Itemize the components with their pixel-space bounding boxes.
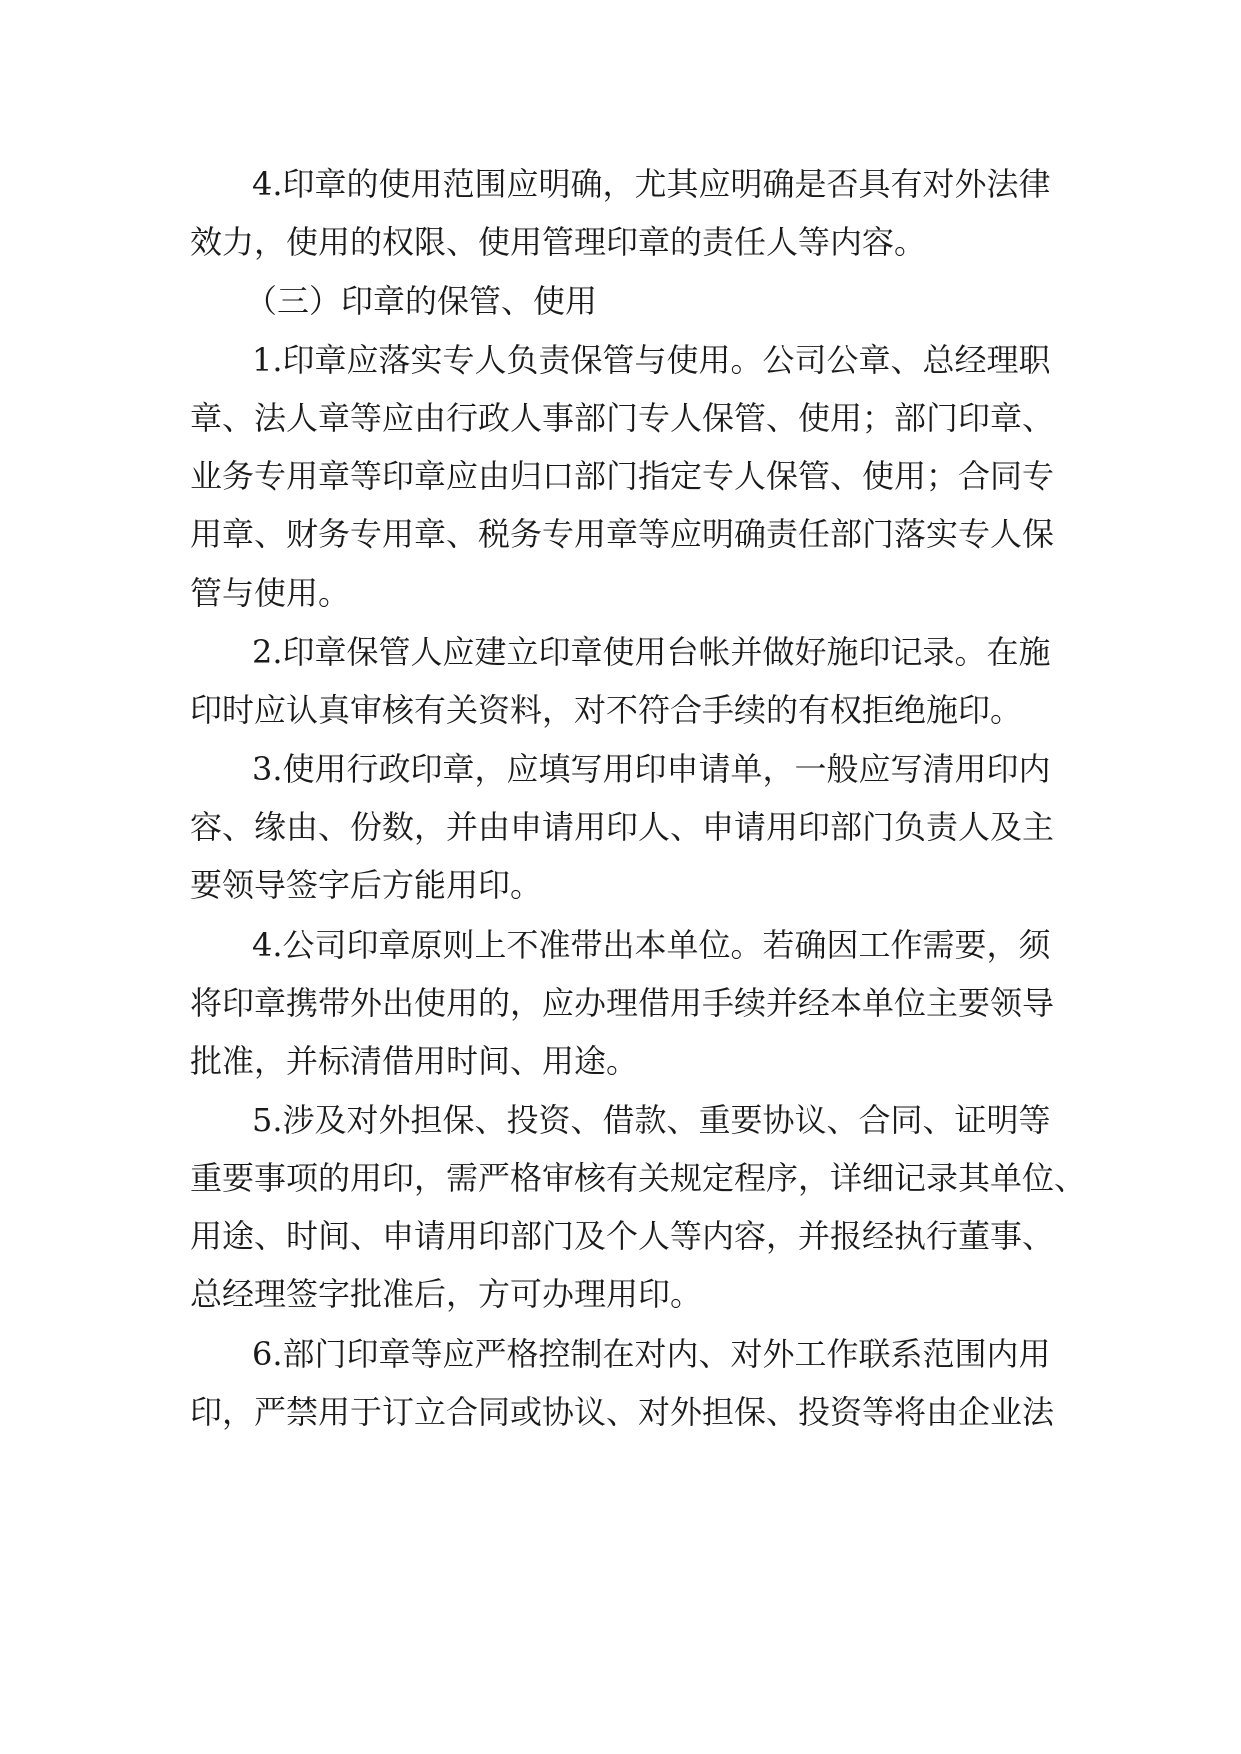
paragraph-6-line-1: 6.部门印章等应严格控制在对内、对外工作联系范围内用 bbox=[252, 1335, 1051, 1373]
section-heading: （三）印章的保管、使用 bbox=[245, 282, 598, 320]
paragraph-5-line-4: 总经理签字批准后，方可办理用印。 bbox=[190, 1275, 703, 1313]
paragraph-4-line-1: 4.公司印章原则上不准带出本单位。若确因工作需要，须 bbox=[252, 926, 1051, 964]
paragraph-1-line-3: 业务专用章等印章应由归口部门指定专人保管、使用；合同专 bbox=[190, 457, 1055, 495]
paragraph-1-line-4: 用章、财务专用章、税务专用章等应明确责任部门落实专人保 bbox=[190, 515, 1055, 553]
paragraph-1-line-1: 1.印章应落实专人负责保管与使用。公司公章、总经理职 bbox=[252, 341, 1051, 379]
paragraph-1-line-2: 章、法人章等应由行政人事部门专人保管、使用；部门印章、 bbox=[190, 399, 1055, 437]
paragraph-4-line-3: 批准，并标清借用时间、用途。 bbox=[190, 1042, 639, 1080]
paragraph-2-line-1: 2.印章保管人应建立印章使用台帐并做好施印记录。在施 bbox=[252, 633, 1051, 671]
paragraph-1-line-5: 管与使用。 bbox=[190, 574, 351, 612]
paragraph-5-line-2: 重要事项的用印，需严格审核有关规定程序，详细记录其单位、 bbox=[190, 1159, 1087, 1197]
paragraph-2-line-2: 印时应认真审核有关资料，对不符合手续的有权拒绝施印。 bbox=[190, 691, 1023, 729]
paragraph-item-4-line-2: 效力，使用的权限、使用管理印章的责任人等内容。 bbox=[190, 223, 927, 261]
paragraph-3-line-1: 3.使用行政印章，应填写用印申请单，一般应写清用印内 bbox=[252, 750, 1051, 788]
paragraph-3-line-3: 要领导签字后方能用印。 bbox=[190, 866, 543, 904]
paragraph-5-line-1: 5.涉及对外担保、投资、借款、重要协议、合同、证明等 bbox=[252, 1101, 1051, 1139]
paragraph-item-4-line-1: 4.印章的使用范围应明确，尤其应明确是否具有对外法律 bbox=[252, 165, 1051, 203]
paragraph-3-line-2: 容、缘由、份数，并由申请用印人、申请用印部门负责人及主 bbox=[190, 808, 1055, 846]
paragraph-5-line-3: 用途、时间、申请用印部门及个人等内容，并报经执行董事、 bbox=[190, 1217, 1055, 1255]
paragraph-4-line-2: 将印章携带外出使用的，应办理借用手续并经本单位主要领导 bbox=[190, 984, 1055, 1022]
paragraph-6-line-2: 印，严禁用于订立合同或协议、对外担保、投资等将由企业法 bbox=[190, 1393, 1055, 1431]
